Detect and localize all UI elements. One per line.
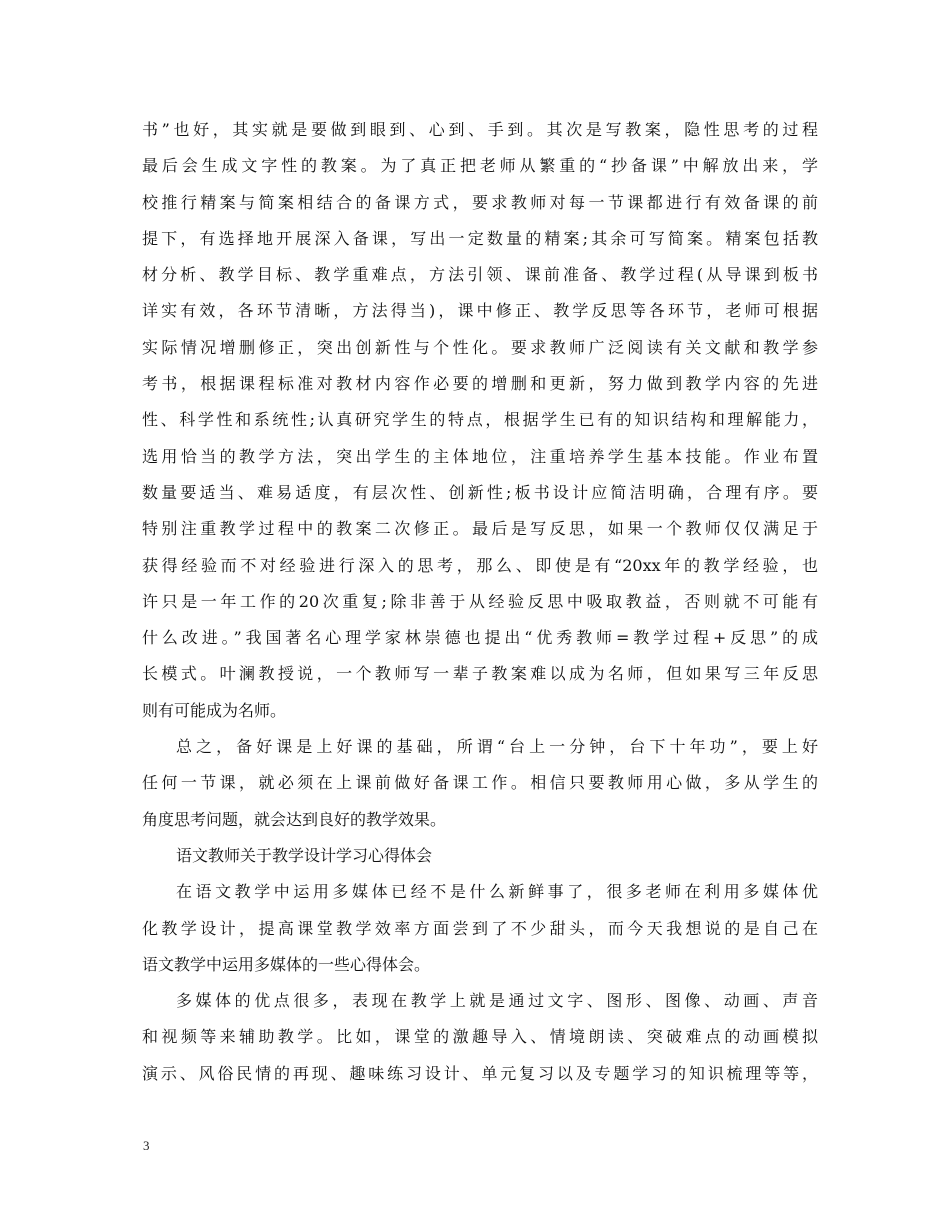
text-line: 演示、风俗民情的再现、趣味练习设计、单元复习以及专题学习的知识梳理等等， — [142, 1063, 818, 1083]
text-line: 材分析、教学目标、教学重难点，方法引领、课前准备、教学过程(从导课到板书 — [142, 265, 818, 285]
text-line: 在语文教学中运用多媒体已经不是什么新鲜事了，很多老师在利用多媒体优 — [176, 882, 818, 902]
text-line: 则有可能成为名师。 — [142, 700, 287, 720]
text-line: 多媒体的优点很多，表现在教学上就是通过文字、图形、图像、动画、声音 — [176, 991, 818, 1011]
text-line: 特别注重教学过程中的教案二次修正。最后是写反思，如果一个教师仅仅满足于 — [142, 519, 818, 539]
text-line: 化教学设计，提高课堂教学效率方面尝到了不少甜头，而今天我想说的是自己在 — [142, 918, 818, 938]
text-line: 许只是一年工作的20次重复;除非善于从经验反思中吸取教益，否则就不可能有 — [142, 591, 818, 611]
text-line: 获得经验而不对经验进行深入的思考，那么、即使是有“20xx年的教学经验，也 — [142, 555, 818, 575]
document-body — [142, 112, 818, 1092]
text-line: 语文教学中运用多媒体的一些心得体会。 — [142, 954, 431, 974]
text-line: 最后会生成文字性的教案。为了真正把老师从繁重的“抄备课”中解放出来，学 — [142, 156, 818, 176]
text-line: 任何一节课，就必须在上课前做好备课工作。相信只要教师用心做，多从学生的 — [142, 773, 818, 793]
text-line: 总之，备好课是上好课的基础，所谓“台上一分钟，台下十年功”，要上好 — [176, 737, 818, 757]
text-line: 数量要适当、难易适度，有层次性、创新性;板书设计应简洁明确，合理有序。要 — [142, 482, 818, 502]
text-line: 什么改进。”我国著名心理学家林崇德也提出“优秀教师=教学过程+反思”的成 — [142, 628, 818, 648]
text-line: 长模式。叶澜教授说，一个教师写一辈子教案难以成为名师，但如果写三年反思 — [142, 664, 818, 684]
text-line: 校推行精案与简案相结合的备课方式，要求教师对每一节课都进行有效备课的前 — [142, 192, 818, 212]
text-line: 角度思考问题，就会达到良好的教学效果。 — [142, 809, 447, 829]
text-line: 性、科学性和系统性;认真研究学生的特点，根据学生已有的知识结构和理解能力， — [142, 410, 818, 430]
text-line: 选用恰当的教学方法，突出学生的主体地位，注重培养学生基本技能。作业布置 — [142, 446, 818, 466]
text-line: 详实有效，各环节清晰，方法得当)，课中修正、教学反思等各环节，老师可根据 — [142, 301, 818, 321]
text-line: 提下，有选择地开展深入备课，写出一定数量的精案;其余可写简案。精案包括教 — [142, 228, 818, 248]
text-line: 考书，根据课程标准对教材内容作必要的增删和更新，努力做到教学内容的先进 — [142, 374, 818, 394]
text-line: 实际情况增删修正，突出创新性与个性化。要求教师广泛阅读有关文献和教学参 — [142, 337, 818, 357]
page-number: 3 — [143, 1138, 150, 1153]
text-line: 书”也好，其实就是要做到眼到、心到、手到。其次是写教案，隐性思考的过程 — [142, 120, 818, 139]
section-heading: 语文教师关于教学设计学习心得体会 — [176, 845, 433, 865]
text-line: 和视频等来辅助教学。比如，课堂的激趣导入、情境朗读、突破难点的动画模拟 — [142, 1027, 818, 1047]
